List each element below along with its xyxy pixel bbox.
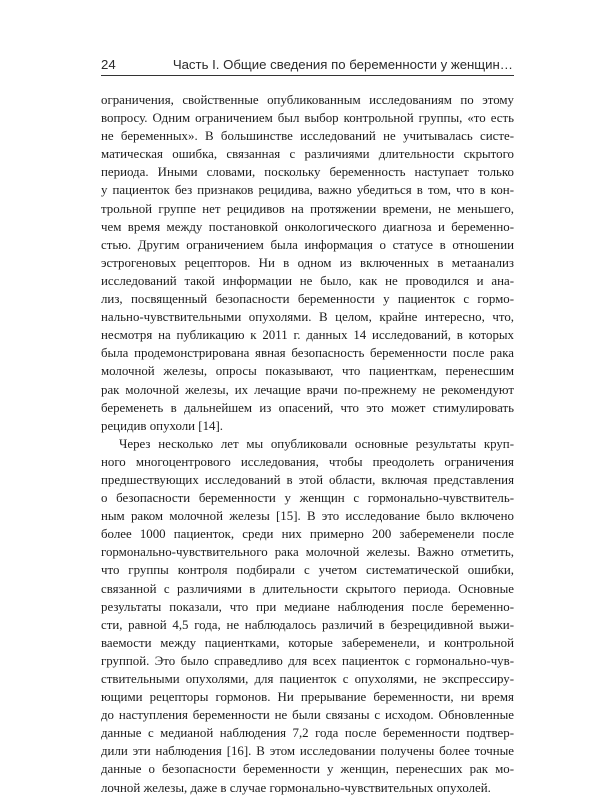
text-line: более 1000 пациенток, среди них примерно 200 забеременели после: [101, 527, 514, 542]
text-line: дили эти наблюдения [16]. В этом исследовании получены более точные: [101, 744, 514, 759]
text-line: чем время между постановкой онкологического диагноза и беременно-: [101, 219, 514, 234]
text-line: ствительными опухолями, для пациенток с опухолями, не экспрессиру-: [101, 672, 514, 686]
text-line: связанной с различиями в длительности скрытого периода. Основные: [101, 581, 514, 596]
text-line: ваемости между пациентками, которые забеременели, и контрольной: [101, 635, 514, 650]
text-line: ного многоцентрового исследования, чтобы преодолеть ограничения: [101, 454, 514, 469]
text-line: данные о безопасности беременности у женщин, перенесших рак мо-: [101, 762, 514, 777]
text-line: матическая ошибка, связанная с различиями длительности скрытого: [101, 147, 514, 162]
paragraph-1: [101, 91, 514, 435]
page-number: 24: [101, 57, 116, 72]
text-line: данные с медианой наблюдения 7,2 года после беременности подтвер-: [101, 726, 514, 741]
text-line: сти, равной 4,5 года, не наблюдалось различий в безрецидивной выжи-: [101, 617, 514, 632]
text-line: несмотря на публикацию к 2011 г. данных 14 исследований, в которых: [101, 328, 514, 343]
text-line: у пациенток без признаков рецидива, важно убедиться в том, что в кон-: [101, 183, 514, 198]
text-line: не беременных». В большинстве исследований не учитывалась систе-: [101, 129, 514, 144]
text-line: ющими рецепторы гормонов. Ни прерывание беременности, ни время: [101, 690, 514, 705]
text-line: молочной железы, опросы показывают, что пациенткам, перенесшим: [101, 364, 514, 379]
page-header: [101, 57, 514, 76]
text-line: стью. Другим ограничением была информация о статусе в отношении: [101, 237, 514, 252]
text-line: предшествующих исследований в этой области, включая представления: [101, 472, 514, 487]
text-line: гормонально-чувствительного рака молочной железы. Важно отметить,: [101, 545, 514, 560]
text-line: лочной железы, даже в случае гормонально-чувствительных опухолей.: [101, 780, 491, 795]
text-line: ограничения, свойственные опубликованным исследованиям по этому: [101, 93, 514, 107]
text-line: эстрогеновых рецепторов. Ни в одном из включенных в метаанализ: [101, 255, 514, 270]
text-line: результаты показали, что при медиане наблюдения после беременно-: [101, 599, 514, 614]
text-line: вопросу. Одним ограничением был выбор контрольной группы, «то есть: [101, 111, 514, 126]
text-line: до наступления беременности не были связаны с исходом. Обновленные: [101, 708, 514, 723]
text-line: что группы контроля подбирали с учетом систематической ошибки,: [101, 563, 514, 578]
text-line: ным раком молочной железы [15]. В это исследование было включено: [101, 509, 514, 524]
body-text: [101, 91, 514, 797]
paragraph-2: [101, 435, 514, 797]
text-line: была продемонстрирована явная безопасность беременности после рака: [101, 346, 514, 361]
text-line: беременеть в дальнейшем из опасений, что это может стимулировать: [101, 400, 514, 415]
text-line: периода. Иными словами, поскольку беременность наступает только: [101, 165, 514, 180]
text-line: нально-чувствительными опухолями. В целом, крайне интересно, что,: [101, 310, 514, 325]
running-title: Часть I. Общие сведения по беременности у женщин…: [172, 57, 513, 72]
text-line: трольной группе нет рецидивов на протяжении времени, не меньшего,: [101, 201, 514, 216]
text-line: рецидив опухоли [14].: [101, 418, 224, 433]
text-line: исследований такой информации не было, как не проводился и ана-: [101, 273, 514, 288]
text-line: Через несколько лет мы опубликовали основные результаты круп-: [119, 436, 514, 451]
text-line: о безопасности беременности у женщин с гормонально-чувствитель-: [101, 491, 514, 506]
text-line: рак молочной железы, их лечащие врачи по-прежнему не рекомендуют: [101, 382, 514, 397]
text-line: группой. Это было справедливо для всех пациенток с гормонально-чув-: [101, 653, 514, 668]
text-line: лиз, посвященный безопасности беременности у пациенток с гормо-: [101, 292, 514, 307]
